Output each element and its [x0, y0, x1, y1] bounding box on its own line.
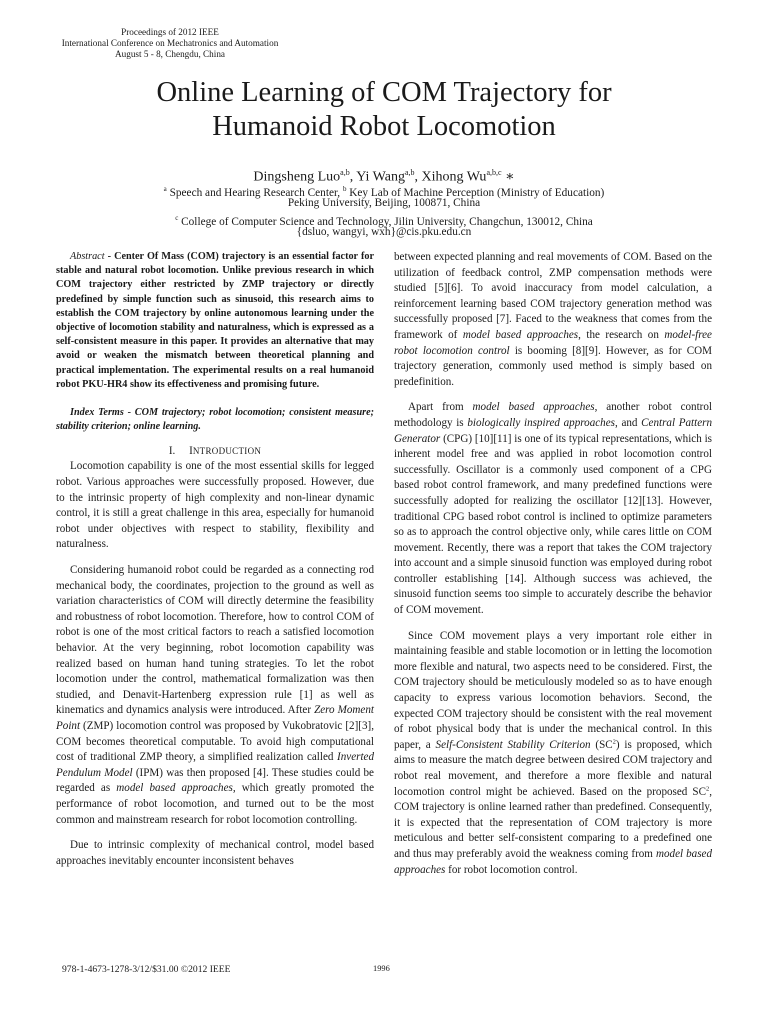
paragraph [394, 400, 712, 618]
text-run: , and [614, 416, 642, 429]
emphasis: Self-Consistent Stability Criterion [435, 738, 591, 751]
text-run: (CPG) [10][11] is one of its typical representations, which is inherent model free and was applied in robot locomotion control successfully. Oscillator is a commonly used component of a CPG based robot control framework, and many predefined functions were successfully adopted for realizing the oscillator [12][13]. However, traditional CPG based robot control is inclined to optimize parameters so as to approach the control objective only, while cares little on COM movement. Recently, there was a report that takes the COM trajectory into account and a simple sinusoid function was employed during robot controller establishing [14]. Although success was achieved, the sinusoid function seems too simple to accurately describe the behavior of COM movement. [394, 432, 712, 617]
author-name: Dingsheng Luo [253, 169, 341, 185]
corresponding-author-mark: ∗ [501, 169, 515, 185]
section-number: I. [168, 445, 176, 458]
author-affil-mark: a,b [340, 168, 350, 177]
text-run: , another robot control methodology is [394, 401, 712, 429]
section-title-rest: NTRODUCTION [192, 446, 262, 457]
emphasis: model based approaches, [116, 782, 236, 795]
paragraph [394, 629, 712, 879]
author-email: {dsluo, wangyi, wxh}@cis.pku.edu.cn [296, 226, 472, 238]
text-run: ) is proposed, which aims to measure the match degree between desired COM trajectory and robot real movement, and therefore a more flexible and natural locomotion control might be achieved. Based on the proposed SC [394, 738, 712, 798]
author-separator: , [414, 169, 422, 185]
paragraph [394, 250, 712, 390]
text-run: Considering humanoid robot could be regarded as a connecting rod mechanical body, the coordinates, projection to the ground as well as variation characteristics of COM will directly determine the feasibility and robustness of robot locomotion. Therefore, how to control COM of robot is one of the most critical factors to reach a satisfied locomotion behavior. At the very beginning, robot locomotion capability was realized based on human hand tuning strategies. To let the robot locomotion under the control, mathematical formalization was then studied, and Denavit-Hartenberg expression rule [1] as well as kinematics and dynamics analysis were introduced. After [56, 564, 374, 717]
text-run: , COM trajectory is online learned rather than predefined. Consequently, it is expected that the representation of COM trajectory is more meticulous and better self-consistent comparing to a predefined one and thus may preferably avoid the weakness coming from [394, 785, 712, 860]
superscript: 2 [705, 784, 710, 792]
left-column [56, 250, 374, 869]
abstract-text: - Center Of Mass (COM) trajectory is an essential factor for stable and natural robot locomotion. Unlike previous research in which COM trajectory either restricted by ZMP trajectory or directly predefined by simple function such as sinusoid, this research aims to establish the COM trajectory by online autonomous learning under the objective of locomotion stability and naturalness, which is expressed as a self-consistent measure in this paper. It provides an alternative that may avoid or weaken the mismatch between theoretical planning and practical implementation. The experimental results on a real humanoid robot PKU-HR4 show its effectiveness and promising future. [56, 251, 374, 390]
superscript: 2 [612, 738, 616, 746]
author-separator: , [349, 169, 357, 185]
title-line: Online Learning of COM Trajectory for [156, 77, 612, 108]
emphasis: model based approaches [472, 401, 595, 414]
proceedings-header [40, 27, 300, 60]
proceedings-line: August 5 - 8, Chengdu, China [115, 49, 225, 59]
abstract [56, 250, 374, 392]
author-name: Yi Wang [356, 169, 405, 185]
page-number: 1996 [373, 964, 390, 973]
text-run: is booming [8][9]. However, as for COM trajectory generation, commonly used method is simply based on predefinition. [394, 344, 713, 388]
author-name: Xihong Wu [421, 169, 487, 185]
title-line: Humanoid Robot Locomotion [212, 111, 556, 142]
emphasis: Central Pattern Generator [394, 416, 712, 445]
affil-text: Speech and Hearing Research Center, [166, 186, 343, 199]
text-run: (SC [590, 738, 613, 751]
emphasis: Zero Moment Point [56, 704, 374, 732]
emphasis: model based approaches [462, 328, 579, 341]
section-title-initial: I [189, 445, 193, 458]
proceedings-line: International Conference on Mechatronics and Automation [61, 38, 279, 48]
paragraph: Due to intrinsic complexity of mechanical control, model based approaches inevitably encounter inconsistent behaves [56, 839, 374, 867]
affil-text: Key Lab of Machine Perception (Ministry of Education) [346, 186, 605, 199]
paragraph [56, 563, 374, 828]
text-run: Since COM movement plays a very important role either in maintaining feasible and stable locomotion or in letting the locomotion more flexible and natural, two aspects need to be considered. First, the COM trajectory should be meticulously modeled so as to have enough capacity to express various locomotion behaviors. Second, the expected COM trajectory should be consistent with the real movement of robot physical body that is under the mechanical control. In this paper, a [394, 629, 712, 751]
footer-isbn: 978-1-4673-1278-3/12/$31.00 ©2012 IEEE [62, 964, 231, 975]
text-run: for robot locomotion control. [445, 863, 578, 876]
section-heading [56, 444, 374, 459]
paragraph: Locomotion capability is one of the most essential skills for legged robot. Various approaches were successfully proposed. However, due to the intrinsic property of high complexity and non-linear dynamic control, it is still a great challenge in this area, especially for humanoid robot under objectives with respect to stability, flexibility and naturalness. [56, 460, 374, 551]
affiliation-line: Peking University, Beijing, 100871, China [287, 197, 481, 209]
affil-mark: b [342, 185, 347, 193]
text-run: (IPM) was then proposed [4]. These studies could be regarded as [56, 766, 374, 795]
text-run: (ZMP) locomotion control was proposed by Vukobratovic [2][3], COM becomes theoretical computable. To avoid high computational cost of traditional ZMP theory, a simplified realization called [56, 719, 374, 764]
author-affil-mark: a,b [404, 168, 415, 177]
proceedings-line: Proceedings of 2012 IEEE [121, 27, 219, 37]
text-run: which greatly promoted the performance of robot locomotion, and turned out to be the most common and mainstream research for robot locomotion controlling. [56, 782, 375, 826]
text-run: Apart from [408, 401, 473, 414]
emphasis: model based approaches [394, 847, 712, 876]
emphasis: Inverted Pendulum Model [56, 751, 374, 779]
author-affil-mark: a,b,c [486, 168, 502, 177]
emphasis: biologically inspired approaches [467, 416, 615, 429]
right-column [394, 250, 712, 878]
paper-title [0, 76, 768, 144]
index-terms: Index Terms - COM trajectory; robot locomotion; consistent measure; stability criterion; online learning. [56, 407, 374, 433]
text-run: between expected planning and real movements of COM. Based on the utilization of feedback control, ZMP compensation methods were studied [5][6]. To avoid inaccuracy from model calculation, a reinforcement learning based COM trajectory generation method was successfully proposed [7]. Faced to the weakness that comes from the framework of [394, 251, 712, 341]
affil-mark: a [163, 185, 167, 193]
affil-mark: c [175, 214, 179, 222]
emphasis: model-free robot locomotion control [394, 328, 712, 357]
affil-text: College of Computer Science and Technology, Jilin University, Changchun, 130012, China [178, 215, 593, 228]
text-run: , the research on [578, 328, 665, 341]
abstract-label: Abstract [70, 251, 105, 262]
